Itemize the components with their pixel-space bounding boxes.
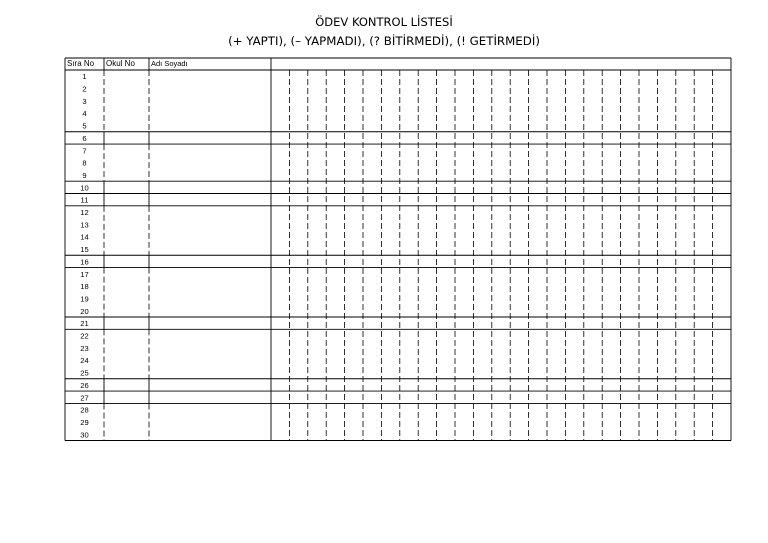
row-number: 20 [80,306,89,316]
row-number: 10 [80,183,89,193]
row-number: 9 [82,170,87,180]
column-header-adi-soyadi: Adı Soyadı [151,59,188,68]
row-number: 12 [80,208,89,218]
row-number: 15 [80,245,89,255]
row-number: 22 [80,331,89,341]
row-number: 2 [82,84,87,94]
row-number: 8 [82,158,87,168]
row-number: 27 [80,393,89,403]
row-number: 13 [80,220,89,230]
column-header-okul-no: Okul No [106,59,135,68]
row-number: 21 [80,319,89,329]
row-number: 30 [80,430,89,440]
row-number: 26 [80,380,89,390]
row-number: 5 [82,121,87,131]
column-header-sira-no: Sıra No [67,59,95,68]
row-number: 28 [80,405,89,415]
row-number: 6 [82,133,87,143]
row-number: 1 [82,72,87,82]
table-grid-lines [65,58,731,441]
row-number: 14 [80,232,89,242]
row-number: 18 [80,282,89,292]
row-number: 29 [80,417,89,427]
document-subtitle: (+ YAPTI), (– YAPMADI), (? BİTİRMEDİ), (! GETİRMEDİ) [228,34,540,48]
row-number: 25 [80,368,89,378]
row-number: 17 [80,269,89,279]
row-number: 3 [82,96,87,106]
row-number: 23 [80,343,89,353]
row-number: 19 [80,294,89,304]
row-number: 11 [80,195,89,205]
row-number: 7 [82,146,87,156]
table-text [67,59,188,439]
row-number: 4 [82,109,87,119]
document-title: ÖDEV KONTROL LİSTESİ [315,15,453,29]
row-number: 24 [80,356,89,366]
row-number: 16 [80,257,89,267]
